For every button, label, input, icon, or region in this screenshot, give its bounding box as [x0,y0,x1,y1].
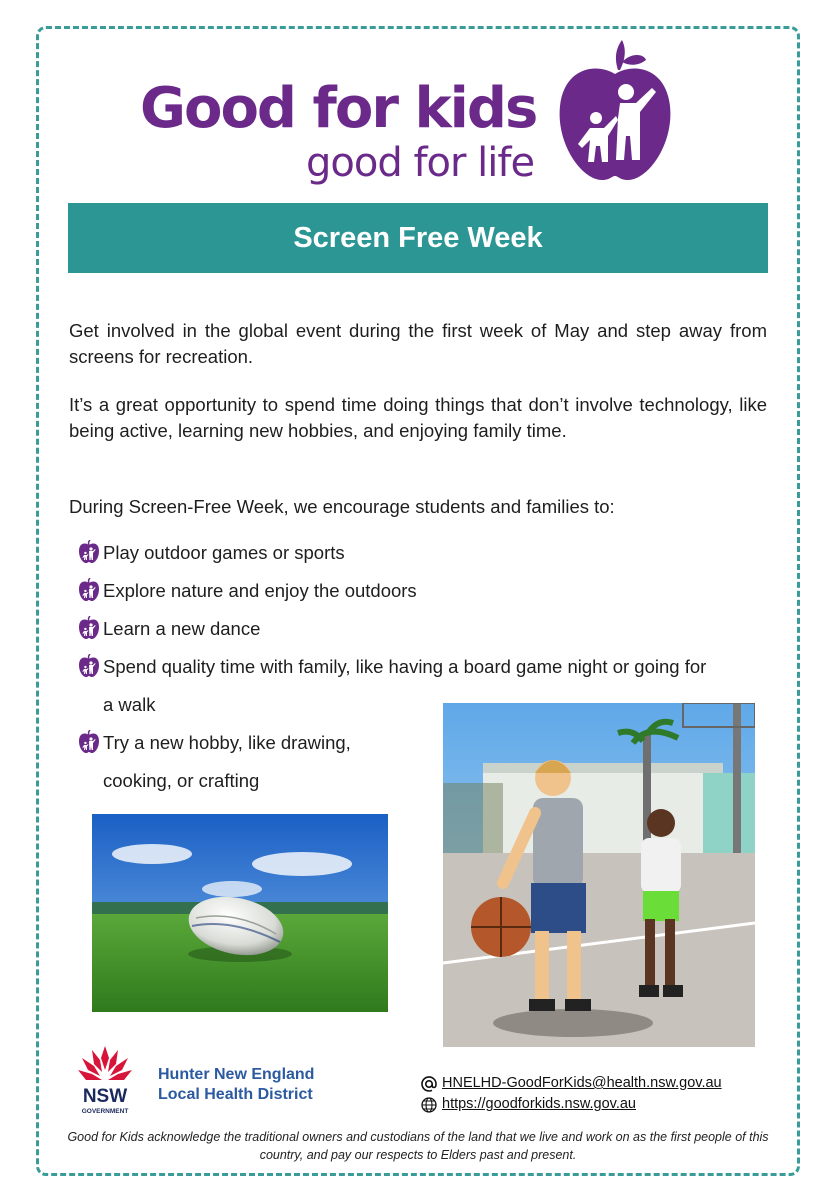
apple-family-icon [78,540,100,564]
intro-paragraph: Get involved in the global event during the first week of May and step away from screens for recreation. [69,320,767,367]
email-row [420,1073,722,1094]
district-name [158,1065,314,1105]
website-row [420,1094,722,1115]
kids-basketball-photo [443,703,755,1047]
at-sign-icon [420,1075,438,1093]
list-item-text: Explore nature and enjoy the outdoors [103,580,417,601]
nsw-government-logo [72,1044,138,1116]
nsw-label: NSW [82,1086,128,1107]
government-label: GOVERNMENT [81,1108,129,1115]
website-link[interactable]: https://goodforkids.nsw.gov.au [442,1096,636,1112]
globe-icon [420,1096,438,1114]
list-item-text: Try a new hobby, like drawing, cooking, or crafting [103,732,351,791]
list-item-text: Spend quality time with family, like having a board game night or going for a walk [103,656,707,715]
acknowledgement-text: Good for Kids acknowledge the traditional owners and custodians of the land that we live and work on as the first people of this country, and pay our respects to Elders past and present. [67,1130,769,1162]
good-for-kids-logo [138,40,698,190]
district-line-1: Hunter New England [158,1066,315,1083]
page-title: Screen Free Week [293,221,543,254]
contact-block [420,1073,722,1115]
district-line-2: Local Health District [158,1086,313,1103]
list-item [78,578,417,604]
list-item-text: Learn a new dance [103,618,261,639]
list-item-text: Play outdoor games or sports [103,542,345,563]
logo-line-2: good for life [306,140,535,186]
encourage-paragraph: During Screen-Free Week, we encourage students and families to: [69,496,615,517]
rugby-ball-photo [92,814,388,1012]
list-item [78,616,260,642]
apple-family-icon [78,578,100,602]
apple-family-icon [78,654,100,678]
logo-line-1: Good for kids [140,76,537,141]
apple-family-icon [556,40,674,185]
list-item [78,540,345,566]
apple-family-icon [78,616,100,640]
opportunity-paragraph: It’s a great opportunity to spend time doing things that don’t involve technology, like being active, learning new hobbies, and enjoying family time. [69,394,767,441]
title-banner [68,203,768,273]
email-link[interactable]: HNELHD-GoodForKids@health.nsw.gov.au [442,1075,722,1091]
list-item [78,730,398,800]
apple-family-icon [78,730,100,754]
